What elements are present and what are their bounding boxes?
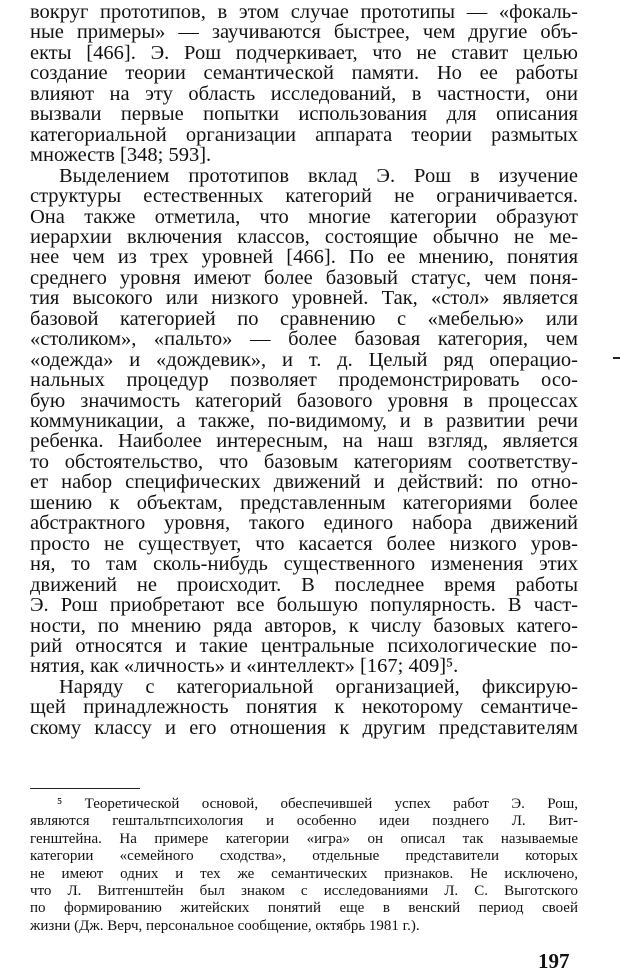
text-line: нятия, как «личность» и «интеллект» [167; 409]⁵. bbox=[30, 655, 459, 678]
text-line: движений не происходит. В последнее время работы bbox=[30, 573, 578, 596]
text-line: просто не существует, что касается более низкого уров- bbox=[30, 532, 578, 555]
footnote-line: генштейна. На примере категории «игра» он описал так называемые bbox=[30, 830, 578, 847]
text-line: Выделением прототипов вклад Э. Рош в изучение bbox=[59, 164, 578, 187]
text-line: иерархии включения классов, состоящие обычно не ме- bbox=[30, 225, 578, 248]
text-line: категориальной организации аппарата теории размытых bbox=[30, 123, 578, 146]
footnote-line: ⁵ Теоретической основой, обеспечившей успех работ Э. Рош, bbox=[57, 796, 578, 812]
text-line: нальных процедур позволяет продемонстрировать осо- bbox=[30, 369, 578, 392]
text-line: создание теории семантической памяти. Но ее работы bbox=[30, 62, 578, 85]
text-line: вокруг прототипов, в этом случае прототипы — «фокаль- bbox=[30, 1, 578, 23]
text-line: ет набор специфических движений и действий: по отно- bbox=[30, 471, 578, 494]
text-line: коммуникации, а также, по-видимому, и в развитии речи bbox=[30, 410, 578, 432]
text-line: абстрактного уровня, такого единого набора движений bbox=[30, 512, 578, 535]
text-line: тия высокого или низкого уровней. Так, «стол» является bbox=[30, 287, 578, 310]
footnote-separator bbox=[30, 788, 140, 789]
text-line: влияют на эту область исследований, в частности, они bbox=[30, 82, 578, 105]
text-line: «одежда» и «дождевик», и т. д. Целый ряд операцио- bbox=[30, 348, 578, 371]
text-line: Она также отметила, что многие категории образуют bbox=[30, 205, 578, 228]
footnote-line: являются гештальтпсихология и особенно идеи позднего Л. Вит- bbox=[30, 813, 578, 830]
text-line: ня, то там сколь-нибудь существенного изменения этих bbox=[30, 553, 578, 576]
footnote-line: не имеют одних и тех же семантических признаков. Не исключено, bbox=[30, 865, 578, 882]
text-line: то обстоятельство, что базовым категориям соответству- bbox=[30, 450, 578, 473]
text-line: множеств [348; 593]. bbox=[30, 144, 212, 167]
footnote-line: жизни (Дж. Верч, персональное сообщение, октябрь 1981 г.). bbox=[30, 917, 420, 934]
text-line: Э. Рош приобретают все большую популярность. В част- bbox=[30, 594, 578, 617]
text-line: «столиком», «пальто» — более базовая категория, чем bbox=[30, 328, 578, 351]
text-line: структуры естественных категорий не ограничивается. bbox=[30, 185, 578, 208]
text-line: среднего уровня имеют более базовый статус, чем поня- bbox=[30, 266, 578, 289]
text-line: вызвали первые попытки использования для описания bbox=[30, 103, 578, 126]
text-line: ребенка. Наиболее интересным, на наш взгляд, является bbox=[30, 430, 578, 453]
text-line: рий относятся и такие центральные психологические по- bbox=[30, 634, 578, 657]
text-line: нее чем из трех уровней [466]. По ее мнению, понятия bbox=[30, 246, 578, 269]
text-line: Наряду с категориальной организацией, фиксирую- bbox=[59, 675, 578, 698]
footnote-line: категории «семейного сходства», отдельные представители которых bbox=[30, 848, 578, 865]
text-line: ности, по мнению ряда авторов, к числу базовых катего- bbox=[30, 614, 578, 637]
text-line: ные примеры» — заучиваются быстрее, чем другие объ- bbox=[30, 21, 578, 44]
footnote-line: что Л. Витгенштейн был знаком с исследованиями Л. С. Выготского bbox=[30, 883, 578, 899]
text-line: базовой категорией по сравнению с «мебелью» или bbox=[30, 307, 578, 330]
text-line: скому классу и его отношения к другим представителям bbox=[30, 716, 578, 739]
margin-mark bbox=[613, 357, 620, 359]
text-line: бую значимость категорий базового уровня в процессах bbox=[30, 389, 578, 412]
page-number: 197 bbox=[538, 949, 570, 973]
text-line: шению к объектам, представленным категориями более bbox=[30, 491, 578, 514]
text-line: екты [466]. Э. Рош подчеркивает, что не ставит целью bbox=[30, 41, 578, 64]
footnote-line: по формированию житейских понятий еще в венский период своей bbox=[30, 900, 578, 917]
text-line: щей принадлежность понятия к некоторому семантиче- bbox=[30, 696, 578, 719]
